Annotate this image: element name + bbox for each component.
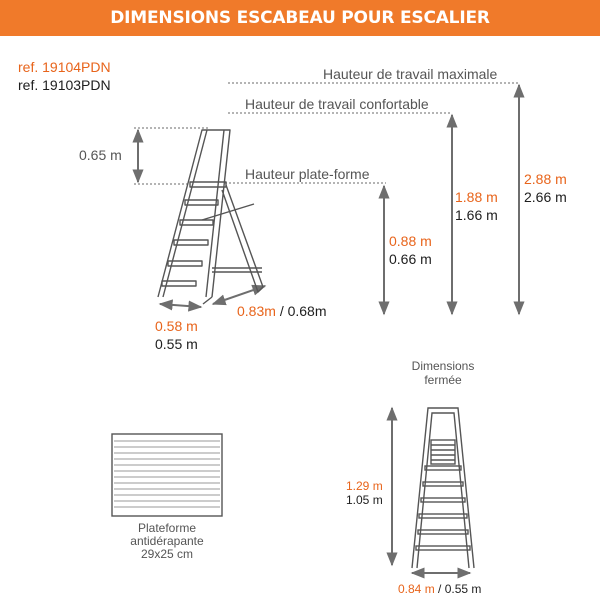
comfort-height-value-black: 1.66 m — [455, 207, 498, 223]
closed-title-line2: fermée — [424, 373, 462, 387]
anti-slip-platform — [112, 434, 222, 516]
closed-height-value-orange: 1.29 m — [346, 479, 383, 493]
ref-black: ref. 19103PDN — [18, 77, 111, 93]
plateforme-line3: 29x25 cm — [140, 547, 194, 561]
platform-height-value-orange: 0.88 m — [389, 233, 432, 249]
comfort-height-value-orange: 1.88 m — [455, 189, 498, 205]
closed-ladder — [412, 408, 474, 568]
base-width-value-black: 0.55 m — [155, 336, 198, 352]
closed-height-value-black: 1.05 m — [346, 493, 383, 507]
label-platform-height: Hauteur plate-forme — [245, 166, 370, 182]
plateforme-line1: Plateforme — [137, 521, 197, 535]
closed-width-value — [398, 583, 481, 595]
plateforme-line2: antidérapante — [130, 534, 204, 548]
closed-width-value-black: 0.55 m — [444, 582, 482, 596]
platform-height-value-black: 0.66 m — [389, 251, 432, 267]
depth-value-black: 0.68m — [287, 303, 327, 319]
depth-value-orange: 0.83m — [237, 303, 276, 319]
max-height-value-black: 2.66 m — [524, 189, 567, 205]
max-height-value-orange: 2.88 m — [524, 171, 567, 187]
depth-separator: / — [279, 303, 284, 319]
base-width-value-orange: 0.58 m — [155, 318, 198, 334]
depth-value — [237, 304, 327, 318]
label-max-height: Hauteur de travail maximale — [323, 66, 498, 82]
open-ladder — [158, 130, 263, 304]
label-top-offset: 0.65 m — [79, 147, 122, 163]
label-comfort-height: Hauteur de travail confortable — [245, 96, 429, 112]
closed-title-line1: Dimensions — [411, 359, 475, 373]
ref-orange: ref. 19104PDN — [18, 59, 111, 75]
closed-width-separator: / — [438, 582, 442, 596]
page-title: DIMENSIONS ESCABEAU POUR ESCALIER — [0, 0, 600, 36]
closed-width-value-orange: 0.84 m — [398, 582, 435, 596]
